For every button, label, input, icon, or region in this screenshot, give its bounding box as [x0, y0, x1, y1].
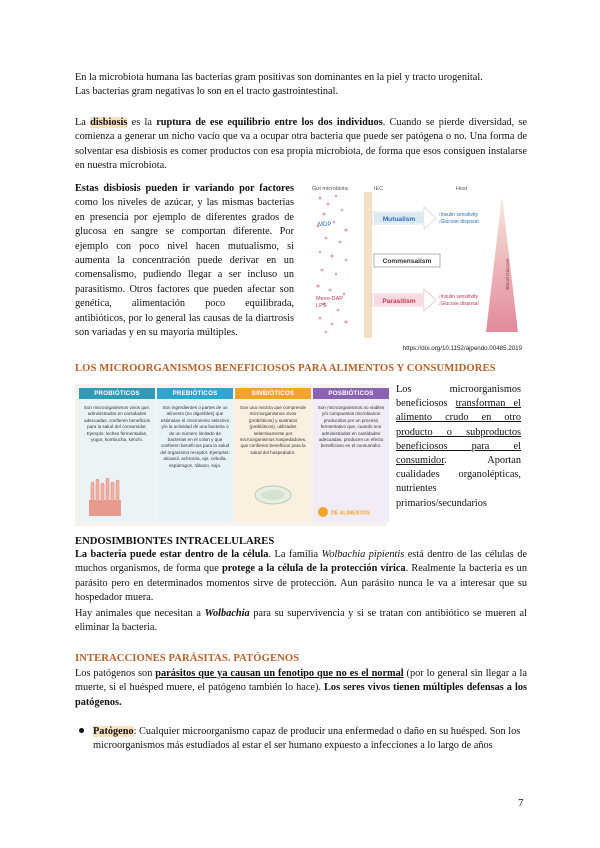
- blood-glucose-label: Blood Glucose: [506, 258, 511, 290]
- text-run: para su supervivencia y si se tratan con antibiótico se mueren al eliminar la bacteria.: [75, 608, 527, 634]
- defenses-bold: Los seres vivos tienen múltiples defensas a los patógenos.: [75, 682, 527, 708]
- intro-line-2: Las bacterias gram negativas lo son en el tracto gastrointestinal.: [75, 86, 339, 98]
- mdp-label: MDP: [318, 222, 332, 228]
- wolbachia-italic: Wolbachia: [204, 608, 250, 619]
- intro-line-1: En la microbiota humana las bacterias gram positivas son dominantes en la piel y tracto urogenital.: [75, 72, 483, 83]
- pathogens-paragraph: [75, 667, 527, 710]
- probiotics-column: [79, 388, 155, 522]
- symbiosis-diagram: [306, 182, 528, 354]
- mutualism-label: Mutualism: [382, 216, 416, 223]
- pathogen-term: Patógeno: [93, 726, 134, 737]
- intro-paragraph: [75, 71, 527, 100]
- disbiosis-definition: ruptura de ese equilibrio entre los dos individuos: [156, 117, 383, 128]
- text-run: Los microorganismos beneficiosos: [396, 384, 521, 410]
- heading-parasitic: INTERACCIONES PARÁSITAS. PATÓGENOS: [75, 653, 300, 664]
- probiotics-title: PROBIÓTICOS: [79, 388, 155, 399]
- parasitism-insulin: ↓Insulin sensitivity: [438, 294, 479, 300]
- mutualism-glucose: ↓Glucose disposal: [438, 219, 479, 225]
- biotics-infographic: [75, 384, 387, 526]
- text-run: Los patógenos son: [75, 668, 156, 679]
- heading-endosymbionts: ENDOSIMBIONTES INTRACELULARES: [75, 536, 275, 547]
- prebiotics-column: [157, 388, 233, 522]
- parasitism-glucose: ↓Glucose disposal: [438, 301, 479, 307]
- text-run: como los niveles de azúcar, y las mismas bacterias en presencia por ejemplo de diferentes grados de glucosa en sangre se comportan diferente. Por ejemplo con poco nivel hacen mutualismo, si aumenta la concentración puede derivar en un comensalismo, pudiendo llegar a ser incluso un parasitismo. Otros factores que pueden afectar son genética, alimentación poco equilibrada, antibióticos, por lo general las causas de la diartrosis son variadas y en su mayoría múltiples.: [75, 197, 294, 339]
- phenotype-bold: parásitos que ya causan un fenotipo que no es el normal: [155, 668, 404, 679]
- factors-paragraph: [75, 182, 294, 340]
- villi-icon: [89, 476, 121, 516]
- petri-dish-icon: [253, 484, 293, 506]
- postbiotics-text: Son microorganismos no viables y/o compuestos microbianos producidos por un proceso fermentativo que, cuando son administrados en cantidades adecuadas, producen un efecto beneficioso en el consumidor.: [317, 405, 385, 449]
- logo: [317, 506, 387, 518]
- protection-bold: protege a la célula de la protección vírica: [221, 563, 406, 575]
- col-host-label: Host: [456, 186, 468, 192]
- wolbachia-paragraph: [75, 548, 527, 606]
- text-run: Hay animales que necesitan a: [75, 608, 205, 619]
- text-run: (por lo general sin llegar a la muerte, si el huésped muere, el patógeno también lo hace).: [75, 668, 527, 694]
- synbiotics-image: [253, 484, 293, 506]
- text-run: . La familia: [268, 549, 322, 560]
- disbiosis-highlight: disbiosis: [90, 117, 128, 128]
- text-run: . Aportan cualidades organolépticas, nutrientes primarios/secundarios: [396, 455, 521, 509]
- factors-bold: Estas disbiosis pueden ir variando por factores: [75, 183, 294, 194]
- species-italic: Wolbachia pipientis: [321, 549, 405, 560]
- text-run: La: [75, 117, 91, 128]
- synbiotics-column: [235, 388, 311, 522]
- figure-caption: https://doi.org/10.1152/ajpendo.00485.2019: [402, 345, 522, 352]
- prebiotics-title: PREBIÓTICOS: [157, 388, 233, 399]
- mutualism-insulin: ↑Insulin sensitivity: [438, 212, 479, 218]
- lps-label: LPS: [316, 303, 327, 309]
- iec-layer: [364, 192, 372, 338]
- text-run: . Realmente la bacteria es un parásito pero en determinados momentos sirve de protección. Aun parásito nunca le va a interesar que su hospedador muera.: [75, 563, 527, 604]
- logo-mark: [317, 506, 387, 518]
- text-run: está dentro de las células de muchos organismos, de forma que: [75, 549, 527, 575]
- antibiotic-paragraph: [75, 607, 527, 636]
- col-iec-label: IEC: [374, 186, 384, 192]
- heading-beneficial: LOS MICROORGANISMOS BENEFICIOSOS PARA ALIMENTOS Y CONSUMIDORES: [75, 363, 496, 374]
- parasitism-label: Parasitism: [382, 298, 416, 305]
- text-run: : Cualquier microorganismo capaz de producir una enfermedad o daño en su huésped. Son los microorganismos más estudiados al estar el ser humano expuesto a infecciones a lo largo de años: [93, 726, 521, 752]
- postbiotics-column: [313, 388, 389, 522]
- bullet-text: [93, 725, 530, 754]
- bacteria-bold: La bacteria puede estar dentro de la célula: [75, 549, 269, 560]
- text-run: . Cuando se pierde diversidad, se comienza a generar un nicho vacío que va a ocupar otra bacteria que puede ser patógena o no. Una forma de solventar esa disbiosis es comer productos con esa propia microbiota, de forma que esos consiguen instalarse en nuestra microbiota.: [75, 117, 528, 172]
- synbiotics-text: Son una mezcla que comprende microorganismos vivos (probióticos) y sustratos (prebióticos), utilizados selectivamente por microorganismos hospedadores, que confieren beneficios para la salud del hospedador.: [239, 405, 307, 455]
- commensalism-label: Commensalism: [382, 258, 432, 265]
- transform-underlined: transforman el alimento crudo en otro producto o subproductos beneficiosos para el consumidor: [396, 398, 521, 467]
- logo-text: DE ALIMENTOS: [331, 510, 370, 517]
- synbiotics-title: SINBIÓTICOS: [235, 388, 311, 399]
- probiotics-text: Son microorganismos vivos que, administrados en cantidades adecuadas, confieren beneficios para la salud del consumidor. Ejemplo: leches fermentadas, yogur, kombucha, kimchi.: [83, 405, 151, 443]
- prebiotics-text: Son ingredientes o partes de un alimento (no digeribles) que estimulan el crecimiento selectivo y/o la actividad de una bacteria o de un número limitado de bacterias en el colon y que confieren beneficios para la salud del organismo receptor. Ejemplos: alcausil, achicoria, ajo, cebolla, espárragos, rábano, soja.: [160, 405, 230, 468]
- page-number: 7: [518, 797, 524, 809]
- text-run: es la: [127, 117, 157, 128]
- meso-label: Meso-DAP: [316, 296, 344, 302]
- disbiosis-paragraph: [75, 116, 527, 174]
- probiotics-image: [89, 476, 121, 516]
- col-gut-label: Gut microbiota: [312, 186, 348, 192]
- symbiosis-figure: [306, 182, 528, 354]
- bullet-dot: [79, 725, 93, 739]
- beneficial-paragraph: [396, 383, 521, 511]
- postbiotics-title: POSBIÓTICOS: [313, 388, 389, 399]
